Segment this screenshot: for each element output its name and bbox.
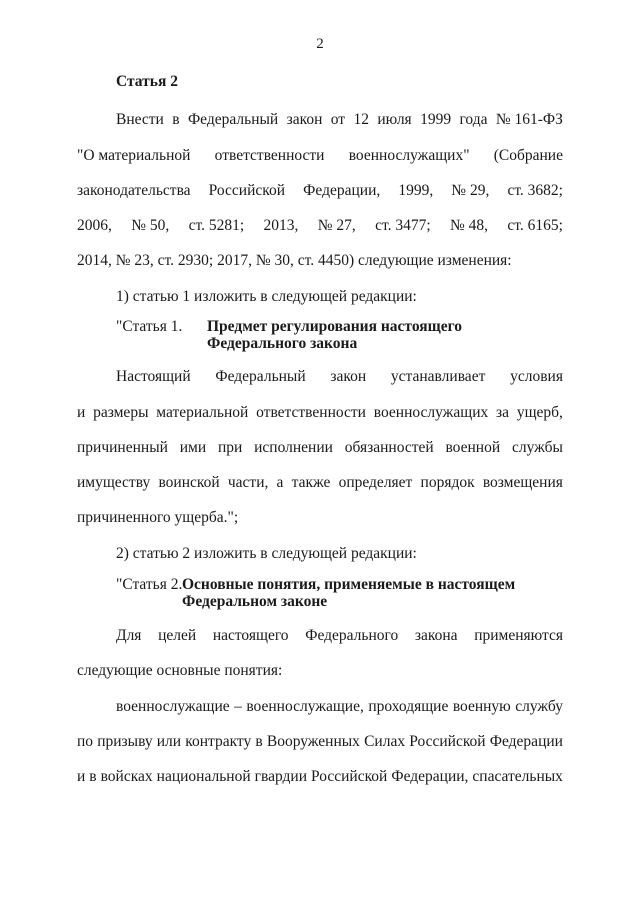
word: службы — [511, 439, 563, 456]
word: Российской — [310, 768, 388, 785]
word: целей — [158, 627, 197, 644]
word: порядок — [420, 474, 475, 491]
word: ответственности — [256, 404, 366, 421]
article-1-title-line-1: Предмет регулирования настоящего — [207, 318, 463, 335]
word: военнослужащие, — [246, 698, 364, 715]
word: ст. 6165; — [507, 217, 563, 234]
word: № 48, — [450, 217, 489, 234]
article-1-line-3 — [77, 438, 563, 458]
word: также — [291, 474, 331, 491]
word: части, — [227, 474, 269, 491]
word: Российской — [208, 182, 286, 199]
word: ст. 5281; — [188, 217, 245, 234]
word: Федеральный — [187, 111, 279, 128]
word: ст. 3477; — [375, 217, 431, 234]
word: Вооруженных — [266, 733, 360, 750]
word: ими — [179, 439, 207, 456]
article-2-title-line-1: Основные понятия, применяемые в настоящем — [182, 576, 516, 593]
word: "О материальной — [77, 147, 191, 164]
word: Российской — [409, 733, 486, 750]
word: в — [89, 768, 97, 785]
word: – — [234, 698, 242, 715]
word: службу — [515, 698, 563, 715]
word: закона — [414, 627, 458, 644]
page-number: 2 — [316, 36, 324, 52]
word: условия — [510, 368, 563, 385]
word: Федерального — [305, 627, 399, 644]
intro-line-1 — [116, 110, 563, 130]
word: июля — [377, 111, 412, 128]
word: проходящие — [368, 698, 449, 715]
word: обязанностей — [344, 439, 434, 456]
word: настоящего — [212, 627, 289, 644]
article-1-line-4 — [77, 473, 563, 493]
word: года — [459, 111, 488, 128]
word: причиненный — [77, 439, 168, 456]
word: (Собрание — [493, 147, 563, 164]
word: материальной — [156, 404, 249, 421]
article-2-line-1 — [116, 626, 563, 646]
article-2-title-line-2: Федеральном законе — [182, 593, 328, 610]
word: военнослужащих" — [348, 147, 470, 164]
word: за — [496, 404, 510, 421]
word: № 29, — [451, 182, 490, 199]
article-2-label: "Статья 2. — [116, 576, 183, 593]
word: 12 — [353, 111, 369, 128]
word: размеры — [93, 404, 149, 421]
intro-line-3 — [77, 181, 563, 201]
word: устанавливает — [390, 368, 486, 385]
word: № 27, — [317, 217, 356, 234]
article-1-label: "Статья 1. — [116, 318, 183, 335]
word: Для — [116, 627, 142, 644]
article-1-line-2 — [77, 403, 563, 423]
word: призыву — [97, 733, 153, 750]
word: по — [77, 733, 94, 750]
word: военнослужащих — [373, 404, 489, 421]
word: Силах — [364, 733, 406, 750]
word: № 50, — [131, 217, 170, 234]
word: Настоящий — [116, 368, 191, 385]
definition-line-3 — [77, 767, 563, 787]
word: Федерации, — [303, 182, 381, 199]
word: 2006, — [77, 217, 112, 234]
word: ущерб, — [516, 404, 563, 421]
word: войсках — [100, 768, 153, 785]
word: закон — [286, 111, 323, 128]
article-2-new-heading — [116, 576, 563, 612]
word: Федерации — [489, 733, 563, 750]
definition-line-1 — [116, 697, 563, 717]
word: 1999, — [398, 182, 434, 199]
article-2-heading: Статья 2 — [116, 73, 178, 90]
intro-line-4 — [77, 216, 563, 236]
word: от — [330, 111, 346, 128]
word: спасательных — [472, 768, 563, 785]
word: контракту — [185, 733, 252, 750]
word: закон — [330, 368, 367, 385]
word: гвардии — [254, 768, 307, 785]
word: в — [172, 111, 180, 128]
word: ответственности — [214, 147, 325, 164]
definition-line-2 — [77, 732, 563, 752]
word: применяются — [474, 627, 563, 644]
item-1: 1) статью 1 изложить в следующей редакции: — [116, 288, 417, 305]
word: военнослужащие — [116, 698, 230, 715]
word: ст. 3682; — [507, 182, 563, 199]
article-1-title-line-2: Федерального закона — [207, 335, 358, 352]
word: № 161-ФЗ — [495, 111, 563, 128]
intro-line-5: 2014, № 23, ст. 2930; 2017, № 30, ст. 4450) следующие изменения: — [77, 252, 512, 269]
article-1-line-1 — [116, 367, 563, 387]
item-2: 2) статью 2 изложить в следующей редакции: — [116, 545, 417, 562]
word: определяет — [338, 474, 413, 491]
word: имуществу — [77, 474, 151, 491]
word: Федерации, — [391, 768, 469, 785]
word: или — [156, 733, 182, 750]
word: национальной — [156, 768, 251, 785]
article-1-line-5: причиненного ущерба."; — [77, 509, 239, 526]
intro-line-2 — [77, 146, 563, 166]
word: при — [217, 439, 243, 456]
word: и — [77, 768, 86, 785]
word: исполнении — [254, 439, 333, 456]
word: а — [276, 474, 284, 491]
word: 2013, — [263, 217, 299, 234]
article-2-line-2: следующие основные понятия: — [77, 662, 283, 679]
word: Федеральный — [215, 368, 306, 385]
word: военную — [452, 698, 511, 715]
word: воинской — [158, 474, 220, 491]
word: возмещения — [482, 474, 563, 491]
word: и — [77, 404, 86, 421]
word: в — [255, 733, 263, 750]
word: военной — [445, 439, 501, 456]
word: Внести — [116, 111, 164, 128]
word: законодательства — [77, 182, 191, 199]
article-1-heading — [116, 318, 563, 354]
word: 1999 — [420, 111, 452, 128]
